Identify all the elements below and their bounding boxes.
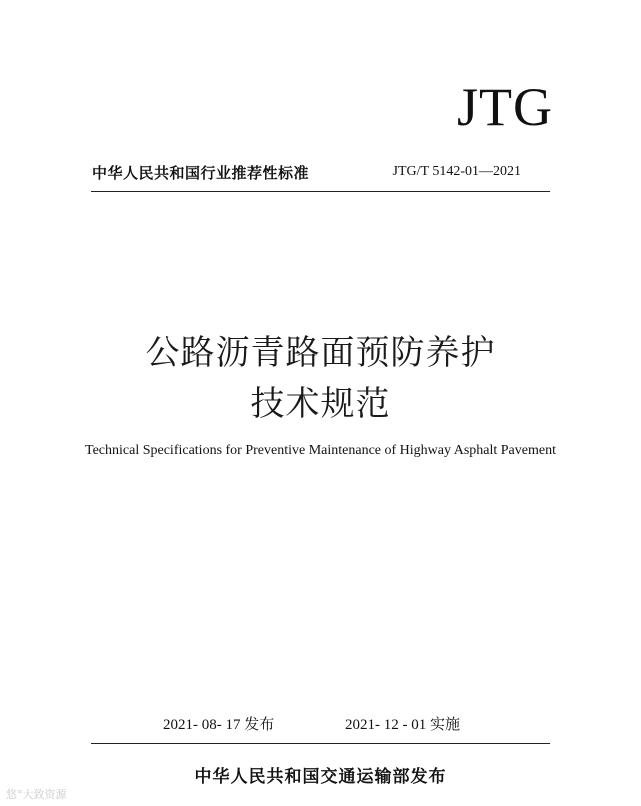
- watermark: 悠°大致资源: [6, 788, 67, 801]
- jtg-logo: JTG: [457, 77, 553, 137]
- bottom-divider: [91, 743, 550, 744]
- issue-date: 2021- 08- 17 发布: [163, 717, 275, 733]
- publisher: 中华人民共和国交通运输部发布: [194, 767, 447, 787]
- title-chinese-line-2: 技术规范: [250, 384, 391, 424]
- standard-header: [92, 161, 523, 183]
- title-english: Technical Specifications for Preventive Maintenance of Highway Asphalt Pavement: [85, 443, 556, 458]
- top-divider: [91, 191, 550, 192]
- implementation-date: 2021- 12 - 01 实施: [345, 717, 460, 733]
- standard-code: JTG/T 5142-01—2021: [392, 164, 521, 179]
- standard-category: 中华人民共和国行业推荐性标准: [92, 163, 310, 182]
- title-chinese-line-1: 公路沥青路面预防养护: [145, 333, 496, 373]
